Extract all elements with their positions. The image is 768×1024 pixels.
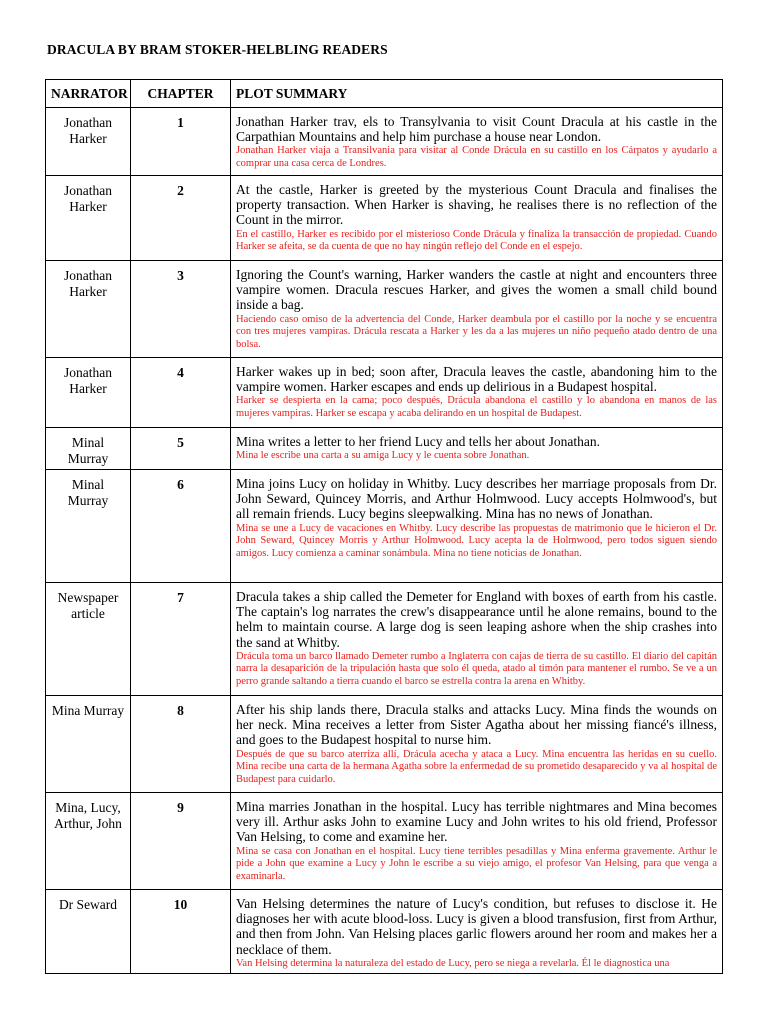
- table-row: [46, 428, 723, 470]
- plot-cell: [231, 108, 723, 176]
- plot-cell: [231, 793, 723, 890]
- plot-spanish: Van Helsing determina la naturaleza del estado de Lucy, pero se niega a revelarla. Él le diagnostica una: [236, 957, 670, 969]
- plot-english: After his ship lands there, Dracula stalks and attacks Lucy. Mina finds the wounds on her neck. Mina receives a letter from Sister Agatha about her missing fiancé's illness, and goes to the Budapest hospital to nurse him.: [236, 702, 717, 748]
- chapter-cell: 2: [131, 176, 231, 261]
- plot-cell: [231, 358, 723, 428]
- plot-cell: [231, 583, 723, 696]
- narrator-cell: Dr Seward: [46, 890, 131, 974]
- table-row: [46, 890, 723, 974]
- plot-spanish: Jonathan Harker viaja a Transilvania para visitar al Conde Drácula en su castillo en los Cárpatos y ayudarlo a comprar una casa cerca de Londres.: [236, 145, 717, 169]
- narrator-cell: Jonathan Harker: [46, 261, 131, 358]
- narrator-cell: Minal Murray: [46, 428, 131, 470]
- table-row: [46, 793, 723, 890]
- plot-english: At the castle, Harker is greeted by the mysterious Count Dracula and finalises the property transaction. When Harker is shaving, he realises there is no reflection of the Count in the mirror.: [236, 182, 717, 228]
- chapter-cell: 7: [131, 583, 231, 696]
- table-header-row: [46, 80, 723, 108]
- narrator-cell: Jonathan Harker: [46, 176, 131, 261]
- plot-english: Dracula takes a ship called the Demeter for England with boxes of earth from his castle. The captain's log narrates the crew's disappearance until he alone remains, bound to the helm to maintain course. A large dog is seen leaping ashore when the ship crashes into the sand at Whitby.: [236, 589, 717, 650]
- plot-column-header: PLOT SUMMARY: [231, 80, 723, 108]
- table-row: [46, 108, 723, 176]
- plot-english: Ignoring the Count's warning, Harker wanders the castle at night and encounters three vampire women. Dracula rescues Harker, and gives the women a small child bound inside a bag.: [236, 267, 717, 313]
- table-row: [46, 176, 723, 261]
- table-row: [46, 583, 723, 696]
- chapter-cell: 5: [131, 428, 231, 470]
- plot-cell: [231, 261, 723, 358]
- plot-spanish: Harker se despierta en la cama; poco después, Drácula abandona el castillo y lo abandona en manos de las mujeres vampiras. Harker se escapa y acaba delirando en un hospital de Budapest.: [236, 395, 717, 419]
- plot-spanish: Haciendo caso omiso de la advertencia del Conde, Harker deambula por el castillo por la noche y se encuentra con tres mujeres vampiras. Drácula rescata a Harker y les da a las mujeres un niño pequeño atado dentro de una bolsa.: [236, 313, 717, 350]
- narrator-cell: Mina, Lucy, Arthur, John: [46, 793, 131, 890]
- chapter-cell: 10: [131, 890, 231, 974]
- plot-cell: [231, 470, 723, 583]
- plot-spanish: Mina se une a Lucy de vacaciones en Whitby. Lucy describe las propuestas de matrimonio que le hicieron el Dr. John Seward, Quincey Morris y Arthur Holmwood. Lucy acepta la de Holmwood, pero todos siguen siendo amigos. Lucy comienza a caminar sonámbula. Mina no tiene noticias de Jonathan.: [236, 522, 717, 559]
- chapter-cell: 8: [131, 696, 231, 793]
- chapter-cell: 1: [131, 108, 231, 176]
- plot-english: Harker wakes up in bed; soon after, Dracula leaves the castle, abandoning him to the vampire women. Harker escapes and ends up delirious in a Budapest hospital.: [236, 364, 717, 395]
- plot-english: Van Helsing determines the nature of Lucy's condition, but refuses to disclose it. He diagnoses her with acute blood-loss. Lucy is given a blood transfusion, first from Arthur, and then from John. Van Helsing places garlic flowers around her room and makes her a necklace of them.: [236, 896, 717, 957]
- plot-spanish: Mina se casa con Jonathan en el hospital. Lucy tiene terribles pesadillas y Mina enferma gravemente. Arthur le pide a John que examine a Lucy y John le escribe a su viejo amigo, el profesor Van Helsing, para que venga a examinarla.: [236, 845, 717, 882]
- chapter-cell: 9: [131, 793, 231, 890]
- plot-spanish: Mina le escribe una carta a su amiga Lucy y le cuenta sobre Jonathan.: [236, 450, 530, 462]
- chapter-column-header: CHAPTER: [131, 80, 231, 108]
- chapter-cell: 6: [131, 470, 231, 583]
- narrator-cell: Minal Murray: [46, 470, 131, 583]
- narrator-cell: Jonathan Harker: [46, 108, 131, 176]
- table-row: [46, 358, 723, 428]
- narrator-cell: Mina Murray: [46, 696, 131, 793]
- narrator-cell: Newspaper article: [46, 583, 131, 696]
- chapter-cell: 4: [131, 358, 231, 428]
- plot-spanish: Drácula toma un barco llamado Demeter rumbo a Inglaterra con cajas de tierra de su castillo. El diario del capitán narra la desaparición de la tripulación hasta que solo él queda, atado al timón para mantener el rumbo. Se ve a un perro grande saltando a tierra cuando el barco se estrella contra la arena en Whitby.: [236, 650, 717, 687]
- plot-english: Mina marries Jonathan in the hospital. Lucy has terrible nightmares and Mina becomes very ill. Arthur asks John to examine Lucy and John writes to his old friend, Professor Van Helsing, to come and examine her.: [236, 799, 717, 845]
- plot-cell: [231, 696, 723, 793]
- narrator-cell: Jonathan Harker: [46, 358, 131, 428]
- plot-english: Mina joins Lucy on holiday in Whitby. Lucy describes her marriage proposals from Dr. John Seward, Quincey Morris, and Arthur Holmwood. Lucy accepts Holmwood's, but all remain friends. Lucy begins sleepwalking. Mina has no news of Jonathan.: [236, 476, 717, 522]
- table-row: [46, 470, 723, 583]
- plot-cell: [231, 890, 723, 974]
- table-row: [46, 261, 723, 358]
- plot-english: Mina writes a letter to her friend Lucy and tells her about Jonathan.: [236, 434, 601, 449]
- table-row: [46, 696, 723, 793]
- plot-cell: [231, 176, 723, 261]
- plot-cell: [231, 428, 723, 470]
- document-title: DRACULA BY BRAM STOKER-HELBLING READERS: [47, 42, 388, 57]
- plot-summary-table: [45, 79, 723, 974]
- plot-spanish: En el castillo, Harker es recibido por el misterioso Conde Drácula y finaliza la transacción de propiedad. Cuando Harker se afeita, se da cuenta de que no hay ningún reflejo del Conde en el espejo.: [236, 228, 717, 253]
- plot-english: Jonathan Harker trav, els to Transylvania to visit Count Dracula at his castle in the Carpathian Mountains and help him purchase a house near London.: [236, 114, 717, 145]
- plot-spanish: Después de que su barco aterriza allí, Drácula acecha y ataca a Lucy. Mina encuentra las heridas en su cuello. Mina recibe una carta de la hermana Agatha sobre la enfermedad de su prometido desaparecido y va al hospital de Budapest para cuidarlo.: [236, 748, 717, 785]
- chapter-cell: 3: [131, 261, 231, 358]
- narrator-column-header: NARRATOR: [46, 80, 131, 108]
